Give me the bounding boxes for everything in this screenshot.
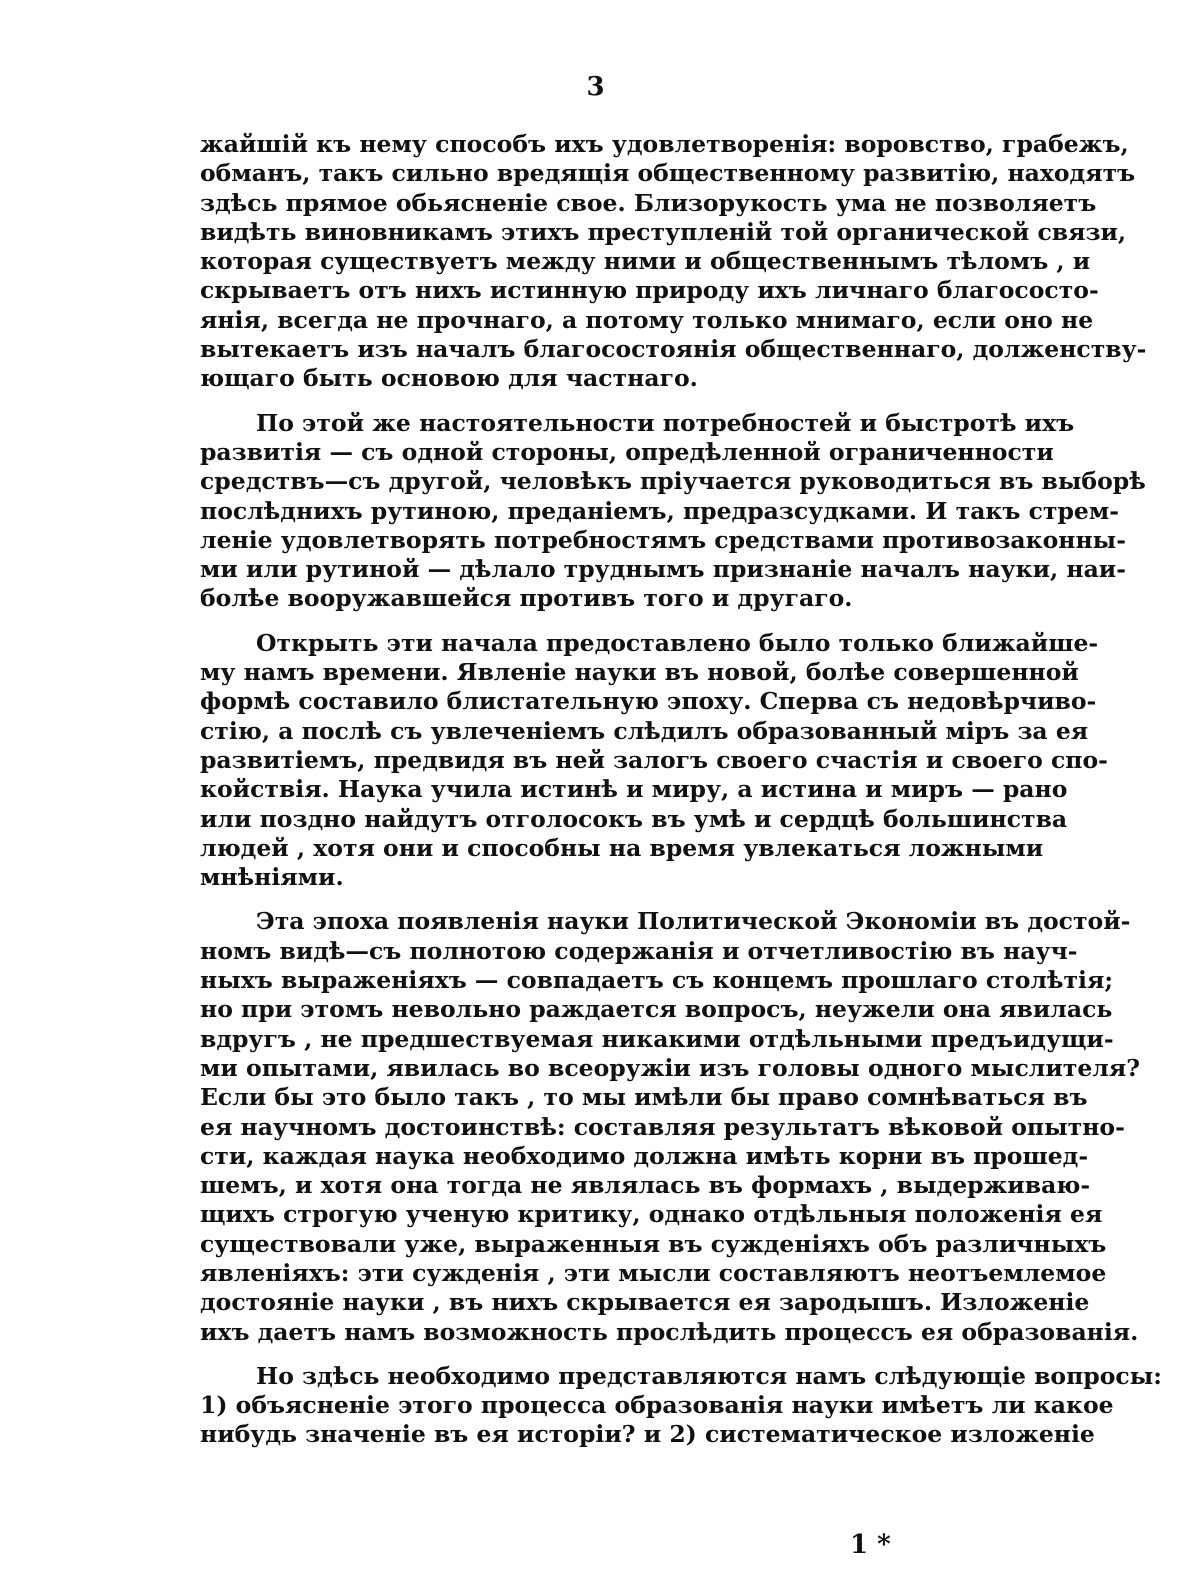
text-line: ихъ даетъ намъ возможность прослѣдить процессъ ея образованія. [200, 1317, 1139, 1346]
text-line: скрываетъ отъ нихъ истинную природу ихъ личнаго благососто- [200, 276, 1099, 305]
text-line: болѣе вооружавшейся противъ того и другаго. [200, 584, 853, 613]
paragraph-5 [200, 1361, 1162, 1450]
text-line: ми или рутиной — дѣлало труднымъ признаніе началъ науки, наи- [200, 555, 1126, 584]
text-line: развитія — съ одной стороны, опредѣленной ограниченности [200, 437, 1054, 466]
body-text [200, 130, 1162, 1468]
text-line: нибудь значеніе въ ея исторіи? и 2) систематическое изложеніе [200, 1420, 1095, 1449]
text-line: но при этомъ невольно раждается вопросъ, неужели она явилась [200, 995, 1113, 1024]
text-line: здѣсь прямое обьясненіе свое. Близорукость ума не позволяетъ [200, 188, 1097, 217]
text-line: обманъ, такъ сильно вредящія общественному развитію, находятъ [200, 159, 1136, 188]
text-line: жайшій къ нему способъ ихъ удовлетворенія: воровство, грабежъ, [200, 130, 1129, 158]
signature-mark: 1 * [850, 1530, 891, 1560]
text-line: явленіяхъ: эти сужденія , эти мысли составляютъ неотъемлемое [200, 1258, 1107, 1287]
text-line: шемъ, и хотя она тогда не являлась въ формахъ , выдерживаю- [200, 1171, 1091, 1200]
text-line: Эта эпоха появленія науки Политической Экономіи въ достой- [256, 907, 1131, 936]
paragraph-3 [200, 628, 1108, 893]
text-line: щихъ строгую ученую критику, однако отдѣльныя положенія ея [200, 1200, 1103, 1229]
text-line: которая существуетъ между ними и общественнымъ тѣломъ , и [200, 247, 1091, 276]
text-line: вытекаетъ изъ началъ благосостоянія общественнаго, долженству- [200, 335, 1147, 364]
text-line: вдругъ , не предшествуемая никакими отдѣльными предъидущи- [200, 1024, 1114, 1053]
text-line: ми опытами, явилась во всеоружіи изъ головы одного мыслителя? [200, 1053, 1140, 1082]
text-line: существовали уже, выраженныя въ сужденіяхъ объ различныхъ [200, 1229, 1107, 1258]
text-line: формѣ составило блистательную эпоху. Сперва съ недовѣрчиво- [200, 687, 1097, 716]
paragraph-1 [200, 130, 1147, 394]
text-line: Если бы это было такъ , то мы имѣли бы право сомнѣваться въ [200, 1083, 1088, 1112]
text-line: людей , хотя они и способны на время увлекаться ложными [200, 833, 1044, 862]
text-line: По этой же настоятельности потребностей и быстротѣ ихъ [256, 408, 1075, 437]
text-line: или поздно найдутъ отголосокъ въ умѣ и сердцѣ большинства [200, 804, 1068, 833]
text-line: 1) объясненіе этого процесса образованія науки имѣетъ ли какое [200, 1391, 1114, 1420]
text-line: леніе удовлетворять потребностямъ средствами противозаконны- [200, 525, 1126, 554]
text-line: развитіемъ, предвидя въ ней залогъ своего счастія и своего спо- [200, 745, 1108, 774]
text-line: Открыть эти начала предоставлено было только ближайше- [256, 628, 1099, 657]
text-line: видѣть виновникамъ этихъ преступленій той органической связи, [200, 217, 1127, 246]
text-line: мнѣніями. [200, 863, 344, 892]
text-line: ющаго быть основою для частнаго. [200, 364, 698, 393]
page-number: 3 [586, 72, 605, 102]
text-line: ея научномъ достоинствѣ: составляя результатъ вѣковой опытно- [200, 1112, 1125, 1141]
text-line: сти, каждая наука необходимо должна имѣть корни въ прошед- [200, 1141, 1089, 1170]
text-line: послѣднихъ рутиною, преданіемъ, предразсудками. И такъ стрем- [200, 496, 1120, 525]
paragraph-4 [200, 907, 1140, 1346]
text-line: средствъ—съ другой, человѣкъ пріучается руководиться въ выборѣ [200, 467, 1146, 496]
paragraph-2 [200, 408, 1146, 614]
text-line: достояніе науки , въ нихъ скрывается ея зародышъ. Изложеніе [200, 1288, 1090, 1317]
text-line: ныхъ выраженіяхъ — совпадаетъ съ концемъ прошлаго столѣтія; [200, 966, 1114, 995]
text-line: стію, а послѣ съ увлеченіемъ слѣдилъ образованный міръ за ея [200, 716, 1089, 745]
text-line: Но здѣсь необходимо представляются намъ слѣдующіе вопросы: [256, 1361, 1162, 1390]
text-line: номъ видѣ—съ полнотою содержанія и отчетливостію въ науч- [200, 936, 1078, 965]
text-line: му намъ времени. Явленіе науки въ новой, болѣе совершенной [200, 658, 1079, 687]
text-line: янія, всегда не прочнаго, а потому только мнимаго, если оно не [200, 305, 1094, 334]
text-line: койствія. Наука учила истинѣ и миру, а истина и миръ — рано [200, 775, 1068, 804]
